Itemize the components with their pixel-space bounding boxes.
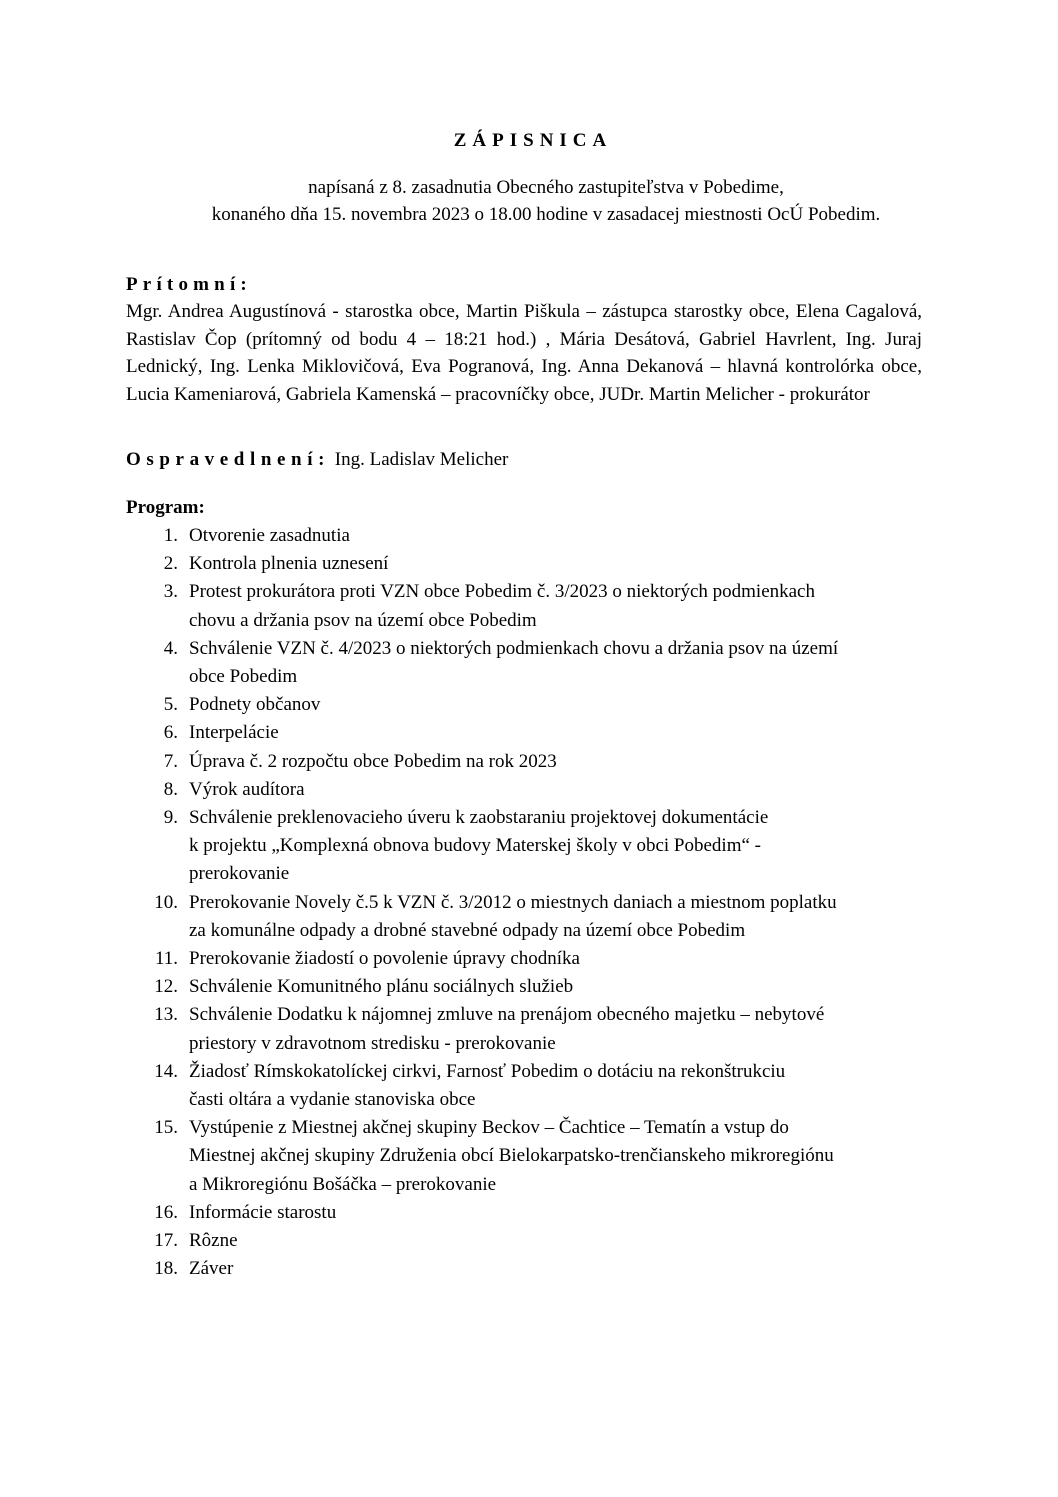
document-title: ZÁPISNICA bbox=[453, 130, 613, 151]
program-item-text bbox=[189, 691, 946, 719]
program-item-text bbox=[189, 635, 946, 691]
program-item bbox=[126, 1255, 946, 1283]
program-item-line: Vystúpenie z Miestnej akčnej skupiny Beckov – Čachtice – Tematín a vstup do bbox=[189, 1117, 789, 1139]
program-item-line: Informácie starostu bbox=[189, 1201, 337, 1223]
program-item-line: Podnety občanov bbox=[189, 694, 321, 716]
subtitle-line-2: konaného dňa 15. novembra 2023 o 18.00 hodine v zasadacej miestnosti OcÚ Pobedim. bbox=[211, 204, 881, 225]
program-item-text bbox=[189, 748, 946, 776]
program-item bbox=[126, 1058, 946, 1114]
program-item-text bbox=[189, 578, 946, 634]
program-item-line: časti oltára a vydanie stanoviska obce bbox=[189, 1089, 476, 1111]
program-item-text bbox=[189, 1227, 946, 1255]
program-item-line: prerokovanie bbox=[189, 863, 290, 885]
excused-names: Ing. Ladislav Melicher bbox=[330, 449, 509, 470]
program-item-text bbox=[189, 522, 946, 550]
program-item bbox=[126, 748, 946, 776]
program-item bbox=[126, 804, 946, 889]
program-item-line: Schválenie VZN č. 4/2023 o niektorých podmienkach chovu a držania psov na území bbox=[189, 637, 839, 659]
program-item bbox=[126, 776, 946, 804]
program-item-number: 16. bbox=[154, 1201, 178, 1223]
program-item-number: 2. bbox=[163, 553, 178, 575]
program-item-line: Schválenie Komunitného plánu sociálnych služieb bbox=[189, 976, 574, 998]
program-item-line: Rôzne bbox=[189, 1230, 238, 1252]
program-item-number: 18. bbox=[154, 1258, 178, 1280]
program-item bbox=[126, 973, 946, 1001]
program-list bbox=[126, 522, 946, 1283]
program-item-number: 3. bbox=[163, 581, 178, 603]
program-item bbox=[126, 1227, 946, 1255]
program-item-text bbox=[189, 1114, 946, 1199]
program-item-line: obce Pobedim bbox=[189, 666, 298, 688]
program-item-line: Kontrola plnenia uznesení bbox=[189, 553, 389, 575]
program-item-text bbox=[189, 719, 946, 747]
program-item-number: 14. bbox=[154, 1060, 178, 1082]
program-item bbox=[126, 550, 946, 578]
program-item bbox=[126, 691, 946, 719]
program-item-number: 9. bbox=[163, 807, 178, 829]
program-item-text bbox=[189, 973, 946, 1001]
program-item-text bbox=[189, 1255, 946, 1283]
program-item-number: 10. bbox=[154, 891, 178, 913]
program-item-number: 17. bbox=[154, 1230, 178, 1252]
program-item-line: Záver bbox=[189, 1258, 234, 1280]
program-item-number: 7. bbox=[163, 750, 178, 772]
present-heading bbox=[126, 271, 926, 300]
subtitle-line-1: napísaná z 8. zasadnutia Obecného zastupiteľstva v Pobedime, bbox=[308, 177, 784, 198]
excused-section bbox=[126, 446, 926, 475]
program-item-text bbox=[189, 1001, 946, 1057]
program-item bbox=[126, 889, 946, 945]
program-item bbox=[126, 1114, 946, 1199]
program-item-number: 6. bbox=[163, 722, 178, 744]
program-item-text bbox=[189, 804, 946, 889]
program-item-line: Výrok audítora bbox=[189, 778, 305, 800]
program-item-line: k projektu „Komplexná obnova budovy Materskej školy v obci Pobedim“ - bbox=[189, 835, 762, 857]
program-item-number: 5. bbox=[163, 694, 178, 716]
program-item-number: 11. bbox=[154, 948, 178, 970]
program-item-line: a Mikroregiónu Bošáčka – prerokovanie bbox=[189, 1173, 497, 1195]
program-item-line: Schválenie Dodatku k nájomnej zmluve na prenájom obecného majetku – nebytové bbox=[189, 1004, 825, 1026]
program-item-line: Miestnej akčnej skupiny Združenia obcí Bielokarpatsko-trenčianskeho mikroregiónu bbox=[189, 1145, 834, 1167]
program-heading: Program: bbox=[126, 497, 205, 518]
program-item-line: Úprava č. 2 rozpočtu obce Pobedim na rok 2023 bbox=[189, 750, 557, 772]
present-label: Prítomní: bbox=[126, 274, 252, 295]
program-item-line: Prerokovanie žiadostí o povolenie úpravy chodníka bbox=[189, 948, 580, 970]
program-item bbox=[126, 1199, 946, 1227]
program-item-number: 13. bbox=[154, 1004, 178, 1026]
program-item-text bbox=[189, 776, 946, 804]
program-item-line: Protest prokurátora proti VZN obce Pobedim č. 3/2023 o niektorých podmienkach bbox=[189, 581, 815, 603]
document-subtitle bbox=[0, 174, 1058, 228]
program-item-text bbox=[189, 550, 946, 578]
program-item-line: Schválenie preklenovacieho úveru k zaobstaraniu projektovej dokumentácie bbox=[189, 807, 769, 829]
program-item-number: 8. bbox=[163, 778, 178, 800]
program-item-line: za komunálne odpady a drobné stavebné odpady na území obce Pobedim bbox=[189, 919, 746, 941]
program-item-line: Žiadosť Rímskokatolíckej cirkvi, Farnosť Pobedim o dotáciu na rekonštrukciu bbox=[189, 1060, 786, 1082]
program-item-line: chovu a držania psov na území obce Pobedim bbox=[189, 609, 537, 631]
program-item bbox=[126, 635, 946, 691]
program-item-text bbox=[189, 1058, 946, 1114]
program-item bbox=[126, 1001, 946, 1057]
program-item-line: Prerokovanie Novely č.5 k VZN č. 3/2012 o miestnych daniach a miestnom poplatku bbox=[189, 891, 837, 913]
excused-label: Ospravedlnení: bbox=[126, 449, 331, 470]
program-item-number: 4. bbox=[163, 637, 178, 659]
present-list: Mgr. Andrea Augustínová - starostka obce, Martin Piškula – zástupca starostky obce, Elena Cagalová, Rastislav Čop (prítomný od bodu 4 – 18:21 hod.) , Mária Desátová, Gabriel Havrlent, Ing. Juraj Lednický, Ing. Lenka Miklovičová, Eva Pogranová, Ing. Anna Dekanová – hlavná kontrolórka obce, Lucia Kameniarová, Gabriela Kamenská – pracovníčky obce, JUDr. Martin Melicher - prokurátor bbox=[126, 301, 922, 405]
program-item-text bbox=[189, 945, 946, 973]
program-item-line: Interpelácie bbox=[189, 722, 279, 744]
program-item-line: Otvorenie zasadnutia bbox=[189, 525, 350, 546]
program-item-number: 15. bbox=[154, 1117, 178, 1139]
program-item-number: 1. bbox=[163, 525, 178, 546]
program-item-line: priestory v zdravotnom stredisku - prerokovanie bbox=[189, 1032, 556, 1054]
program-item bbox=[126, 719, 946, 747]
program-item bbox=[126, 578, 946, 634]
program-item-number: 12. bbox=[154, 976, 178, 998]
program-item-text bbox=[189, 1199, 946, 1227]
program-item bbox=[126, 522, 946, 550]
program-item-text bbox=[189, 889, 946, 945]
program-item bbox=[126, 945, 946, 973]
